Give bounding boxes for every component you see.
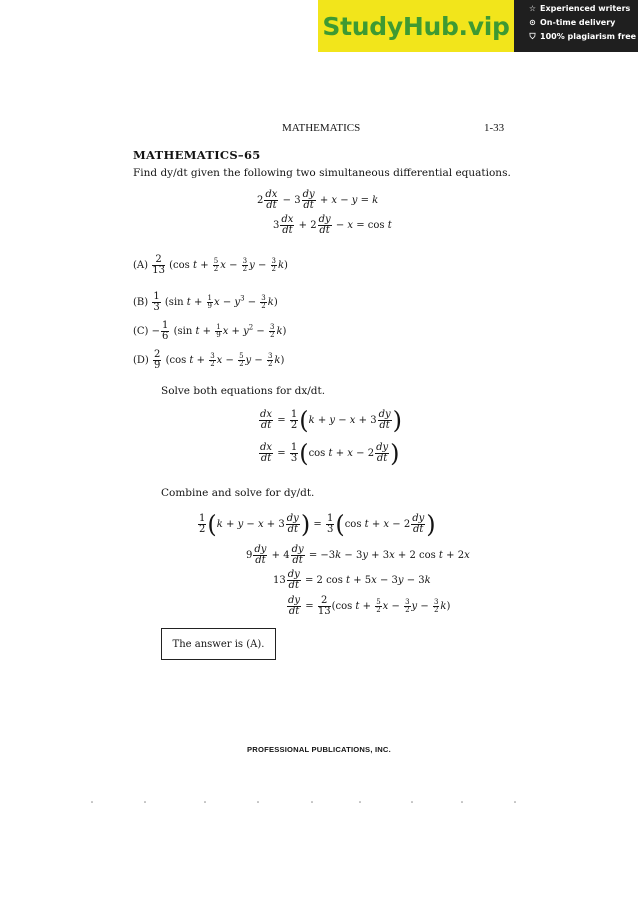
page-number: 1-33	[484, 122, 505, 134]
answer-box	[161, 628, 276, 660]
feature-list	[514, 0, 636, 52]
option-d: (D) $\frac{2}{9}$ (cos t + $\frac{3}{2}$ x − $\frac{5}{2}$ y − $\frac{3}{2}$ k)	[133, 349, 285, 371]
solve-eq-1: $\frac{dx}{dt}$ = $\frac{1}{2}$ (k + y − x + 3 $\frac{dy}{dt}$ )	[260, 406, 402, 435]
option-a: (A) $\frac{2}{13}$ (cos t + $\frac{5}{2}$ x − $\frac{3}{2}$ y − $\frac{3}{2}$ k)	[133, 254, 288, 276]
equation-2: 3 $\frac{dx}{dt}$ + 2 $\frac{dy}{dt}$ − x = cos t	[273, 214, 392, 236]
scan-artifacts	[90, 800, 550, 804]
feature-item	[528, 3, 636, 15]
option-label: (A)	[133, 260, 149, 271]
solve-eq-2: $\frac{dx}{dt}$ = $\frac{1}{3}$ (cos t + x − 2 $\frac{dy}{dt}$ )	[260, 439, 400, 468]
publisher-footer: PROFESSIONAL PUBLICATIONS, INC.	[247, 745, 391, 754]
shield-icon: ⛉	[529, 32, 536, 41]
feature-text: 100% plagiarism free	[540, 32, 637, 41]
option-label: (B)	[133, 297, 149, 308]
combine-eq-3: 13 $\frac{dy}{dt}$ = 2 cos t + 5x − 3y − 3k	[273, 569, 431, 591]
option-label: (D)	[133, 355, 149, 366]
combine-eq-2: 9 $\frac{dy}{dt}$ + 4 $\frac{dy}{dt}$ = −3k − 3y + 3x + 2 cos t + 2x	[246, 544, 470, 566]
clock-icon: ⊙	[529, 18, 536, 27]
combine-eq-4: $\frac{dy}{dt}$ = $\frac{2}{13}$ (cos t + $\frac{5}{2}$ x − $\frac{3}{2}$ y − $\frac{3}{2}$ k)	[288, 595, 451, 617]
promo-banner[interactable]	[318, 0, 638, 52]
solution-step-1: Solve both equations for dx/dt.	[161, 385, 326, 397]
running-header-subject: MATHEMATICS	[282, 122, 361, 134]
star-icon: ☆	[528, 4, 537, 13]
answer-text: The answer is (A).	[172, 638, 265, 650]
equation-1: 2 $\frac{dx}{dt}$ − 3 $\frac{dy}{dt}$ + x − y = k	[257, 189, 379, 211]
option-b: (B) $\frac{1}{3}$ (sin t + $\frac{1}{9}$ $x - y^3$ − $\frac{3}{2}$ k)	[133, 291, 278, 313]
feature-text: Experienced writers	[540, 4, 631, 13]
feature-item	[528, 17, 636, 29]
solution-step-2: Combine and solve for dy/dt.	[161, 487, 315, 499]
brand-logo: StudyHub.vip	[318, 0, 514, 52]
combine-eq-1: $\frac{1}{2}$ (k + y − x + 3 $\frac{dy}{dt}$ ) = $\frac{1}{3}$ (cos t + x − 2 $\frac{dy}{dt}$ )	[199, 510, 436, 539]
option-label: (C)	[133, 326, 149, 337]
problem-prompt: Find dy/dt given the following two simultaneous differential equations.	[133, 167, 511, 179]
problem-title: MATHEMATICS–65	[133, 148, 261, 162]
feature-text: On-time delivery	[540, 18, 616, 27]
option-c: (C) − $\frac{1}{6}$ (sin t + $\frac{1}{9}$ $x + y^2$ − $\frac{3}{2}$ k)	[133, 320, 287, 342]
feature-item	[528, 31, 636, 43]
